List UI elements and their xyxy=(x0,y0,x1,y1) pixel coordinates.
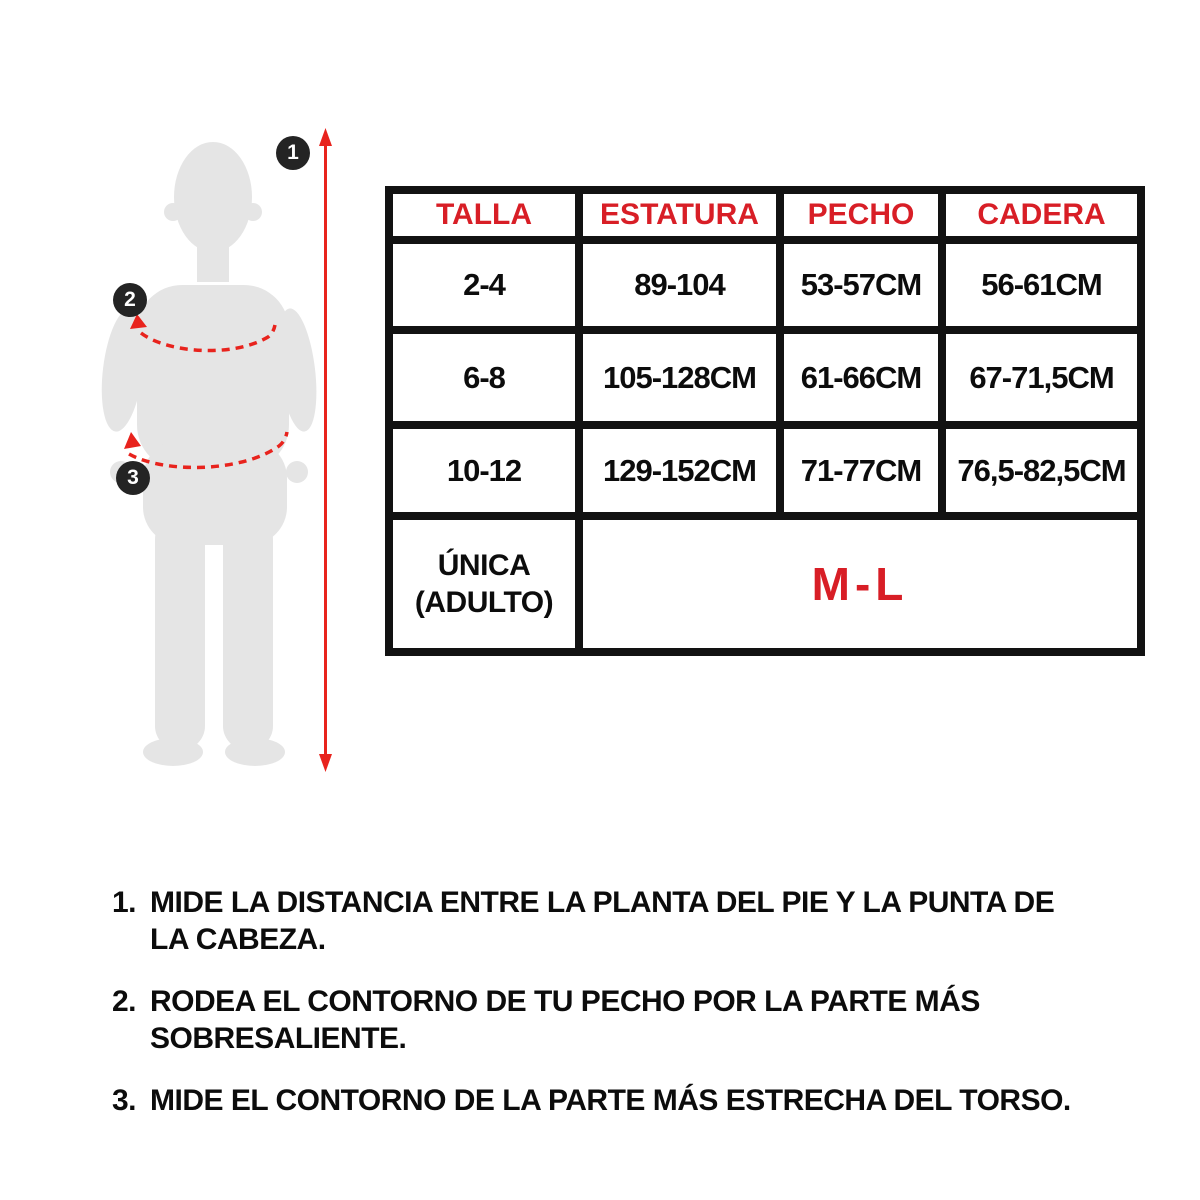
adult-label-line2: (ADULTO) xyxy=(414,586,554,619)
cell-pecho: 71-77CM xyxy=(780,425,942,516)
measure-badge-waist: 3 xyxy=(117,462,149,494)
instruction-text: LA CABEZA. xyxy=(150,923,326,956)
measure-badge-chest: 2 xyxy=(114,284,146,316)
cell-cadera: 56-61CM xyxy=(942,240,1141,330)
instruction-text: RODEA EL CONTORNO DE TU PECHO POR LA PARTE MÁS xyxy=(150,985,980,1018)
height-arrow-line xyxy=(319,128,332,772)
measure-badge-height: 1 xyxy=(277,137,309,169)
size-chart-table xyxy=(385,186,1145,656)
cell-estatura: 89-104 xyxy=(579,240,780,330)
instruction-text: MIDE EL CONTORNO DE LA PARTE MÁS ESTRECHA DEL TORSO. xyxy=(150,1084,1071,1117)
cell-pecho: 61-66CM xyxy=(780,330,942,425)
table-row-adult xyxy=(389,516,1141,652)
cell-estatura: 105-128CM xyxy=(579,330,780,425)
measurement-figure xyxy=(85,120,345,780)
cell-talla: 2-4 xyxy=(389,240,579,330)
cell-adult-size-value: M-L xyxy=(579,516,1141,652)
cell-talla: 6-8 xyxy=(389,330,579,425)
column-header-talla: TALLA xyxy=(389,190,579,240)
instruction-number: 1. xyxy=(112,886,137,919)
column-header-pecho: PECHO xyxy=(780,190,942,240)
cell-cadera: 76,5-82,5CM xyxy=(942,425,1141,516)
table-row xyxy=(389,240,1141,330)
instruction-text: SOBRESALIENTE. xyxy=(150,1022,407,1055)
table-header-row xyxy=(389,190,1141,240)
instruction-text: MIDE LA DISTANCIA ENTRE LA PLANTA DEL PIE Y LA PUNTA DE xyxy=(150,886,1055,919)
instruction-item-3 xyxy=(112,1082,1162,1119)
cell-estatura: 129-152CM xyxy=(579,425,780,516)
instruction-number: 3. xyxy=(112,1084,137,1117)
instruction-item-1 xyxy=(112,884,1162,958)
column-header-cadera: CADERA xyxy=(942,190,1141,240)
table-row xyxy=(389,330,1141,425)
cell-cadera: 67-71,5CM xyxy=(942,330,1141,425)
instruction-item-2 xyxy=(112,983,1162,1057)
instructions-list xyxy=(112,884,1162,1144)
adult-label-line1: ÚNICA xyxy=(437,548,531,582)
cell-talla-adult xyxy=(389,516,579,652)
column-header-estatura: ESTATURA xyxy=(579,190,780,240)
cell-talla: 10-12 xyxy=(389,425,579,516)
cell-pecho: 53-57CM xyxy=(780,240,942,330)
table-row xyxy=(389,425,1141,516)
instruction-number: 2. xyxy=(112,985,137,1018)
